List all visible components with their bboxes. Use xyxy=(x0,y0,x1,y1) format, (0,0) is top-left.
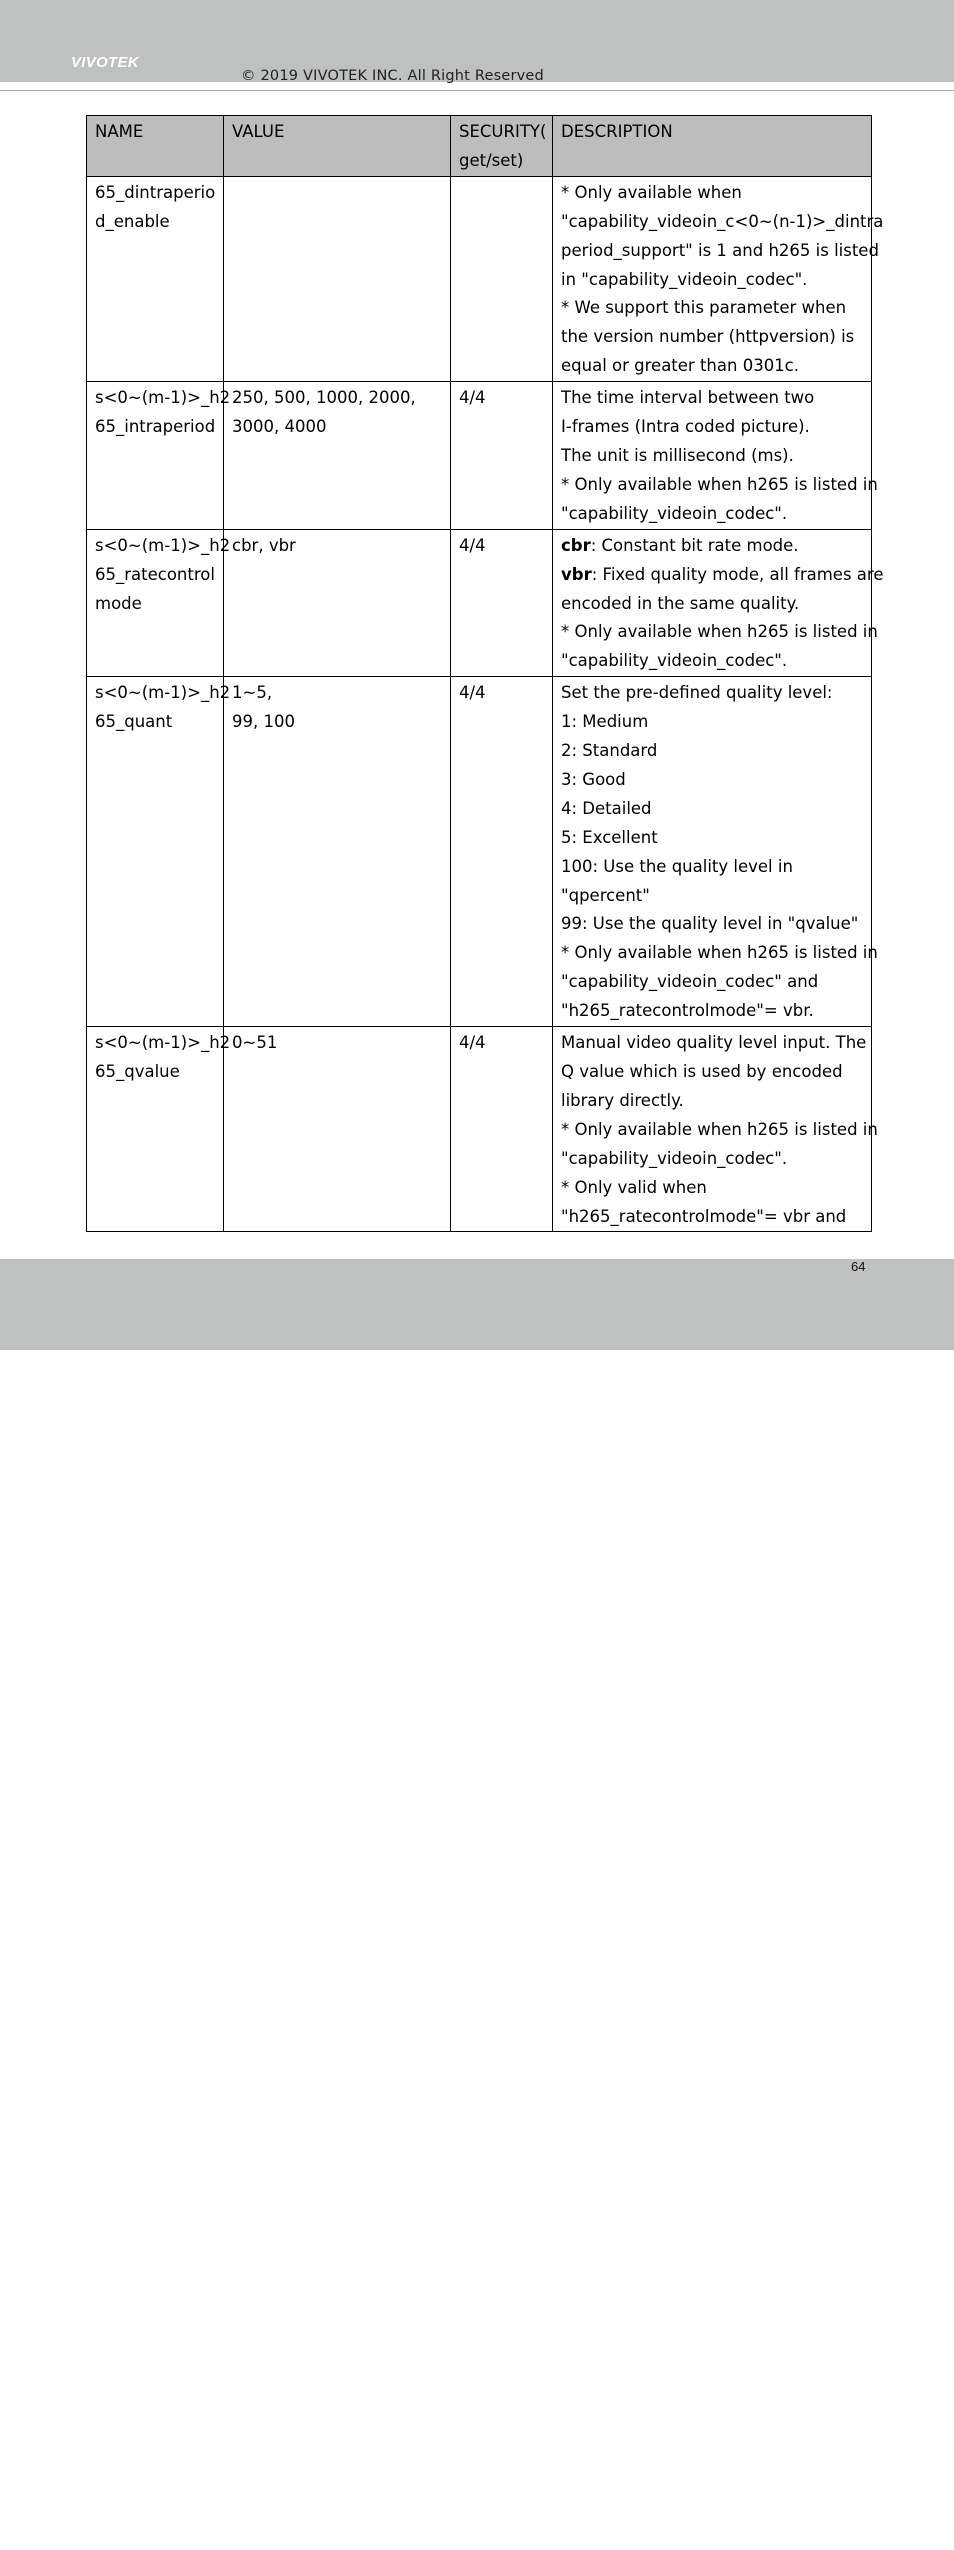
page-header xyxy=(0,0,954,82)
value-cell: 250, 500, 1000, 2000, 3000, 4000 xyxy=(224,382,451,530)
table-row xyxy=(87,176,872,381)
security-cell: 4/4 xyxy=(451,529,553,677)
name-cell: s<0~(m-1)>_h2 65_intraperiod xyxy=(87,382,224,530)
table-row xyxy=(87,677,872,1027)
name-cell: s<0~(m-1)>_h2 65_qvalue xyxy=(87,1027,224,1232)
value-cell xyxy=(224,176,451,381)
value-cell: 0~51 xyxy=(224,1027,451,1232)
manual-page-label: 196 - User's Manual xyxy=(69,2534,194,2550)
page-footer xyxy=(0,1259,954,2550)
value-cell: cbr, vbr xyxy=(224,529,451,677)
table-row xyxy=(87,529,872,677)
description-cell: * Only available when "capability_videoin_c<0~(n-1)>_dintra period_support" is 1 and h265 is listed in "capability_videoin_codec". * We support this parameter when the version number (httpversion) is equal or greater than 0301c. xyxy=(553,176,872,381)
cbr-definition: cbr: Constant bit rate mode. xyxy=(561,535,799,555)
security-cell: 4/4 xyxy=(451,1027,553,1232)
page-number: 64 xyxy=(851,1259,866,1274)
column-header-value: VALUE xyxy=(224,116,451,177)
description-cell: Manual video quality level input. The Q value which is used by encoded library directly. * Only available when h265 is listed in "capability_videoin_codec". * Only valid when "h265_ratecontrolmode"= vbr and xyxy=(553,1027,872,1232)
security-cell: 4/4 xyxy=(451,382,553,530)
brand-logo-text: VIVOTEK xyxy=(71,54,139,71)
column-header-security: SECURITY( get/set) xyxy=(451,116,553,177)
name-cell: 65_dintraperio d_enable xyxy=(87,176,224,381)
header-divider xyxy=(0,90,954,91)
description-cell: cbr: Constant bit rate mode. vbr: Fixed quality mode, all frames are encoded in the same quality. * Only available when h265 is listed in "capability_videoin_codec". xyxy=(553,529,872,677)
column-header-description: DESCRIPTION xyxy=(553,116,872,177)
description-cell: Set the pre-defined quality level: 1: Medium 2: Standard 3: Good 4: Detailed 5: Excellent 100: Use the quality level in "qpercent" 99: Use the quality level in "qvalue" * Only available when h265 is listed in "capability_videoin_codec" and "h265_ratecontrolmode"= vbr. xyxy=(553,677,872,1027)
name-cell: s<0~(m-1)>_h2 65_ratecontrol mode xyxy=(87,529,224,677)
parameter-table xyxy=(86,115,884,1232)
description-cell: The time interval between two I-frames (Intra coded picture). The unit is millisecond (ms). * Only available when h265 is listed in "capability_videoin_codec". xyxy=(553,382,872,530)
table-row xyxy=(87,382,872,530)
security-cell: 4/4 xyxy=(451,677,553,1027)
security-cell xyxy=(451,176,553,381)
column-header-name: NAME xyxy=(87,116,224,177)
copyright-text: © 2019 VIVOTEK INC. All Right Reserved xyxy=(241,68,544,84)
table-header-row xyxy=(87,116,872,177)
table-row xyxy=(87,1027,872,1232)
vbr-definition: vbr: Fixed quality mode, all frames are xyxy=(561,564,884,584)
name-cell: s<0~(m-1)>_h2 65_quant xyxy=(87,677,224,1027)
value-cell: 1~5, 99, 100 xyxy=(224,677,451,1027)
